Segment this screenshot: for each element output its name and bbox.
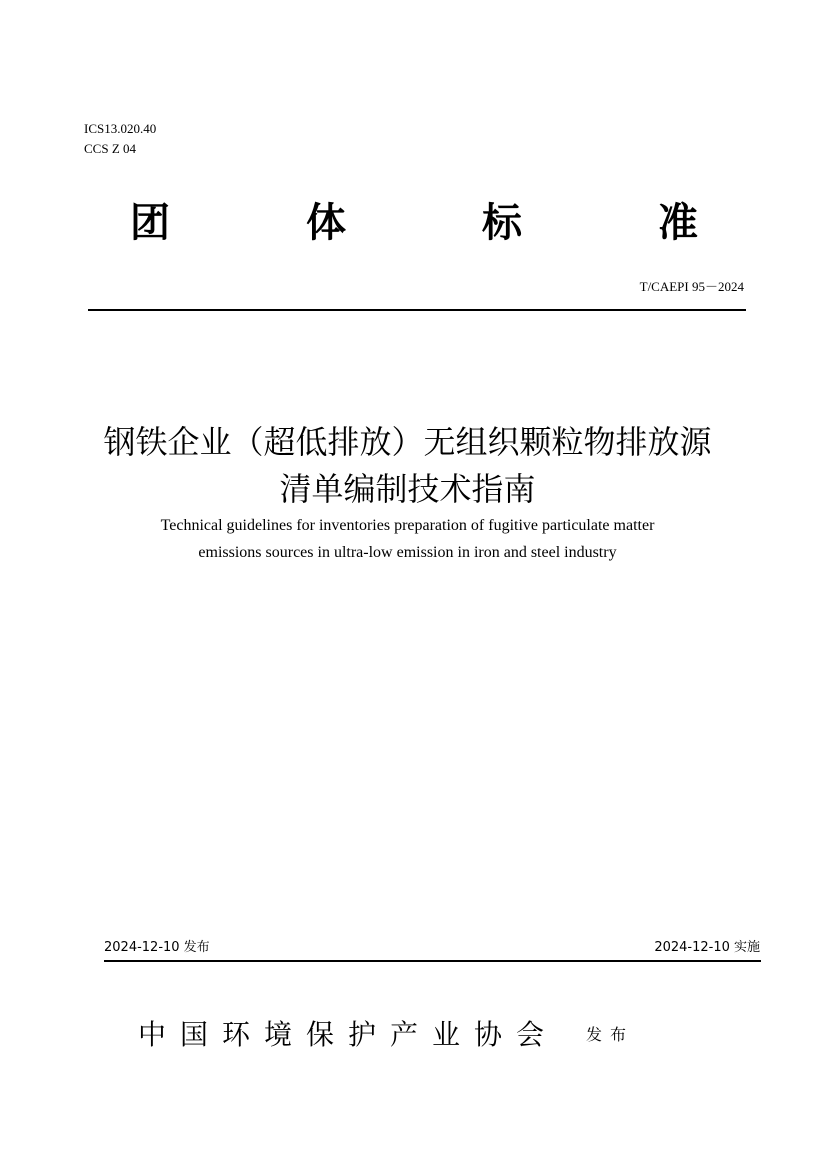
title-chinese-line-2: 清单编制技术指南 [279, 470, 536, 508]
publisher-name: 中国环境保护产业协会 [138, 1018, 559, 1051]
standard-number: T/CAEPI 95－2024 [639, 279, 744, 294]
publish-date: 2024-12-10 发布 [104, 940, 210, 955]
standard-type-char: 标 [482, 200, 522, 246]
footer-divider [104, 960, 761, 962]
standard-type-heading [130, 196, 698, 250]
ics-code: ICS13.020.40 [84, 121, 157, 136]
title-english-line-2: emissions sources in ultra-low emission in iron and steel industry [198, 544, 617, 561]
standard-type-char: 体 [306, 200, 346, 246]
title-english-line-1: Technical guidelines for inventories preparation of fugitive particulate matter [160, 517, 655, 534]
header-divider [88, 309, 746, 311]
standard-type-char: 准 [658, 200, 698, 246]
ccs-code: CCS Z 04 [84, 141, 137, 156]
title-chinese-line-1: 钢铁企业（超低排放）无组织颗粒物排放源 [103, 423, 712, 461]
issue-label: 发布 [586, 1024, 635, 1044]
publisher-line [138, 1013, 634, 1053]
implement-date: 2024-12-10 实施 [654, 940, 760, 955]
standard-type-char: 团 [130, 200, 170, 246]
